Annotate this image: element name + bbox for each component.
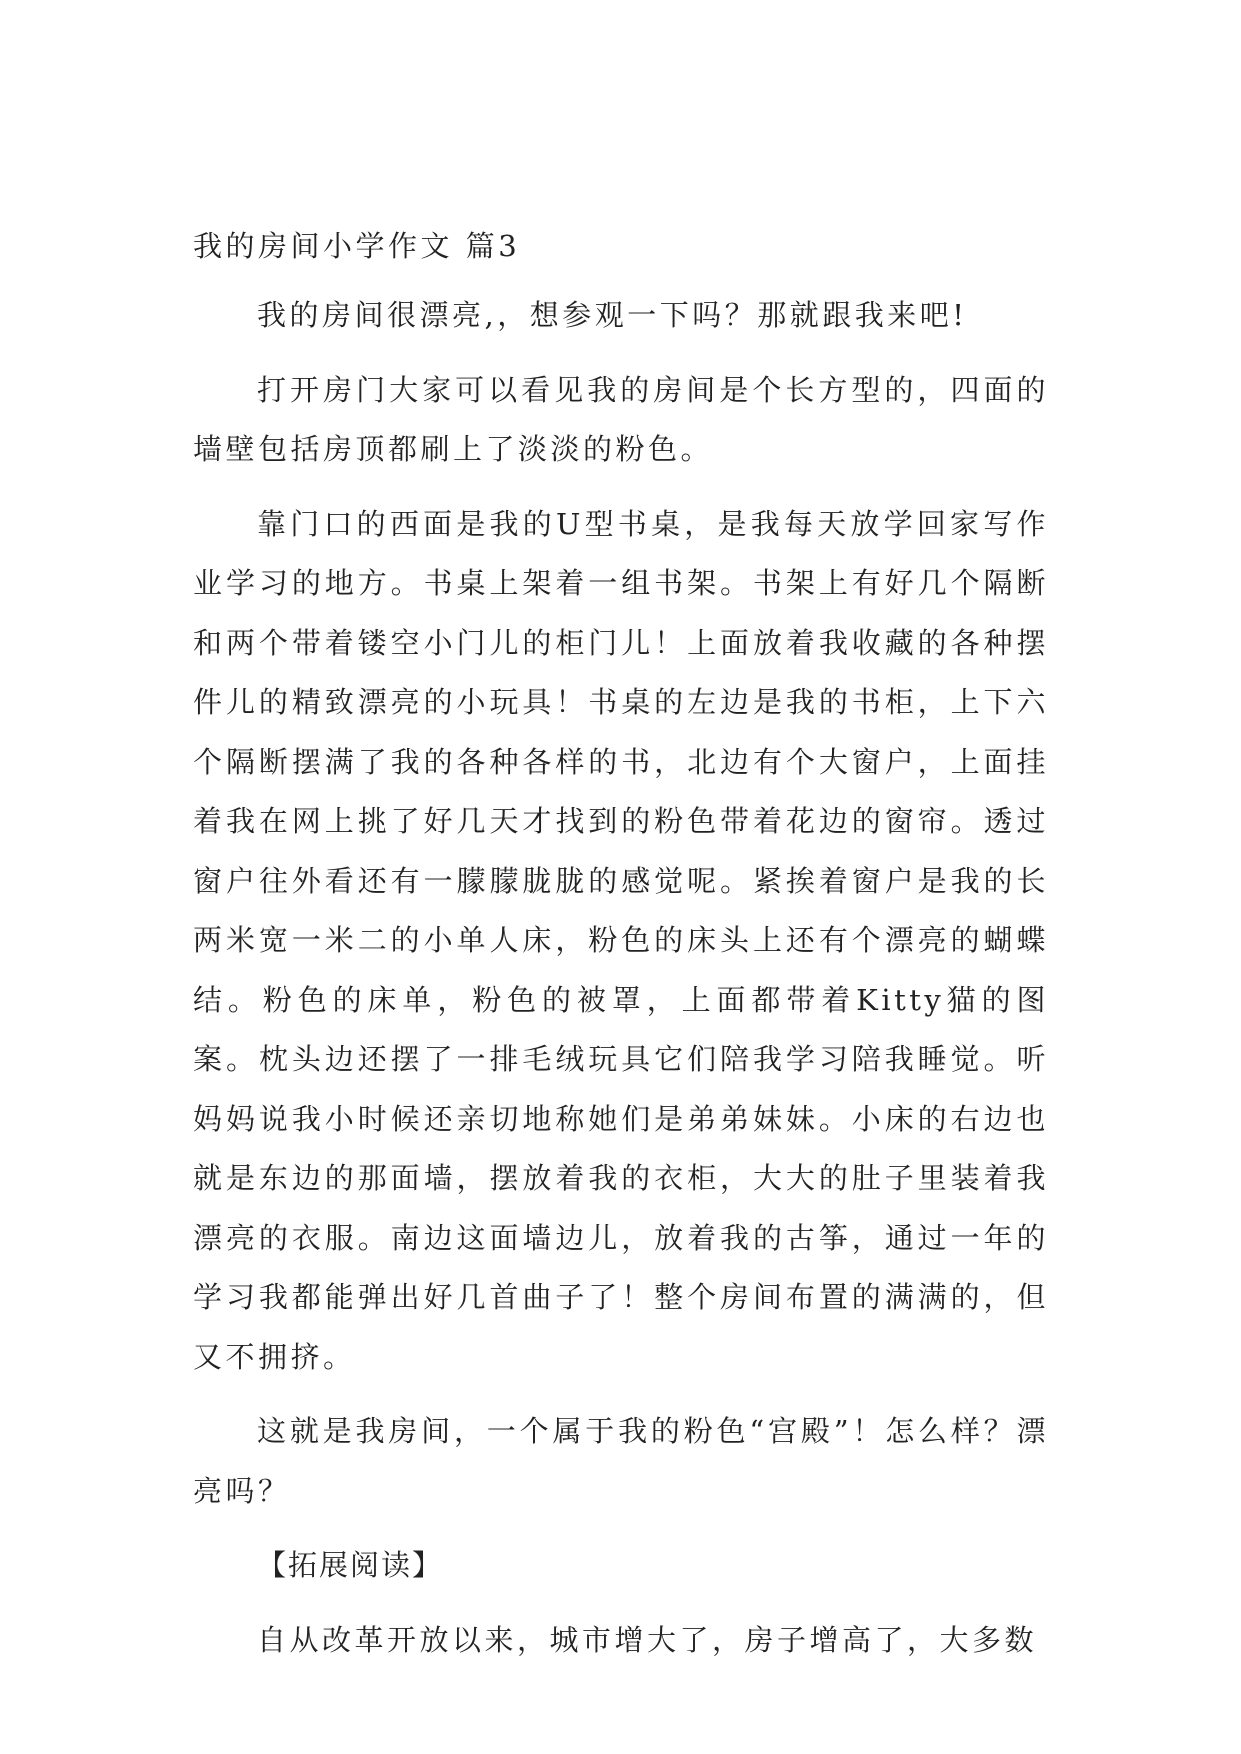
document-page	[193, 224, 1049, 1670]
paragraph-room-description: 靠门口的西面是我的U型书桌，是我每天放学回家写作业学习的地方。书桌上架着一组书架。书架上有好几个隔断和两个带着镂空小门儿的柜门儿！上面放着我收藏的各种摆件儿的精致漂亮的小玩具！书桌的左边是我的书柜，上下六个隔断摆满了我的各种各样的书，北边有个大窗户，上面挂着我在网上挑了好几天才找到的粉色带着花边的窗帘。透过窗户往外看还有一朦朦胧胧的感觉呢。紧挨着窗户是我的长两米宽一米二的小单人床，粉色的床头上还有个漂亮的蝴蝶结。粉色的床单，粉色的被罩，上面都带着Kitty猫的图案。枕头边还摆了一排毛绒玩具它们陪我学习陪我睡觉。听妈妈说我小时候还亲切地称她们是弟弟妹妹。小床的右边也就是东边的那面墙，摆放着我的衣柜，大大的肚子里装着我漂亮的衣服。南边这面墙边儿，放着我的古筝，通过一年的学习我都能弹出好几首曲子了！整个房间布置的满满的，但又不拥挤。	[193, 506, 1049, 1374]
document-title: 我的房间小学作文 篇3	[193, 229, 521, 263]
paragraph-intro: 我的房间很漂亮,，想参观一下吗？那就跟我来吧!	[257, 298, 968, 332]
extended-reading-heading: 【拓展阅读】	[257, 1548, 444, 1582]
paragraph-room-shape: 打开房门大家可以看见我的房间是个长方型的，四面的墙壁包括房顶都刷上了淡淡的粉色。	[193, 372, 1049, 466]
paragraph-extended-reading: 自从改革开放以来，城市增大了，房子增高了，大多数	[257, 1622, 1038, 1657]
paragraph-conclusion: 这就是我房间，一个属于我的粉色“宫殿”！怎么样？漂亮吗？	[193, 1414, 1049, 1508]
